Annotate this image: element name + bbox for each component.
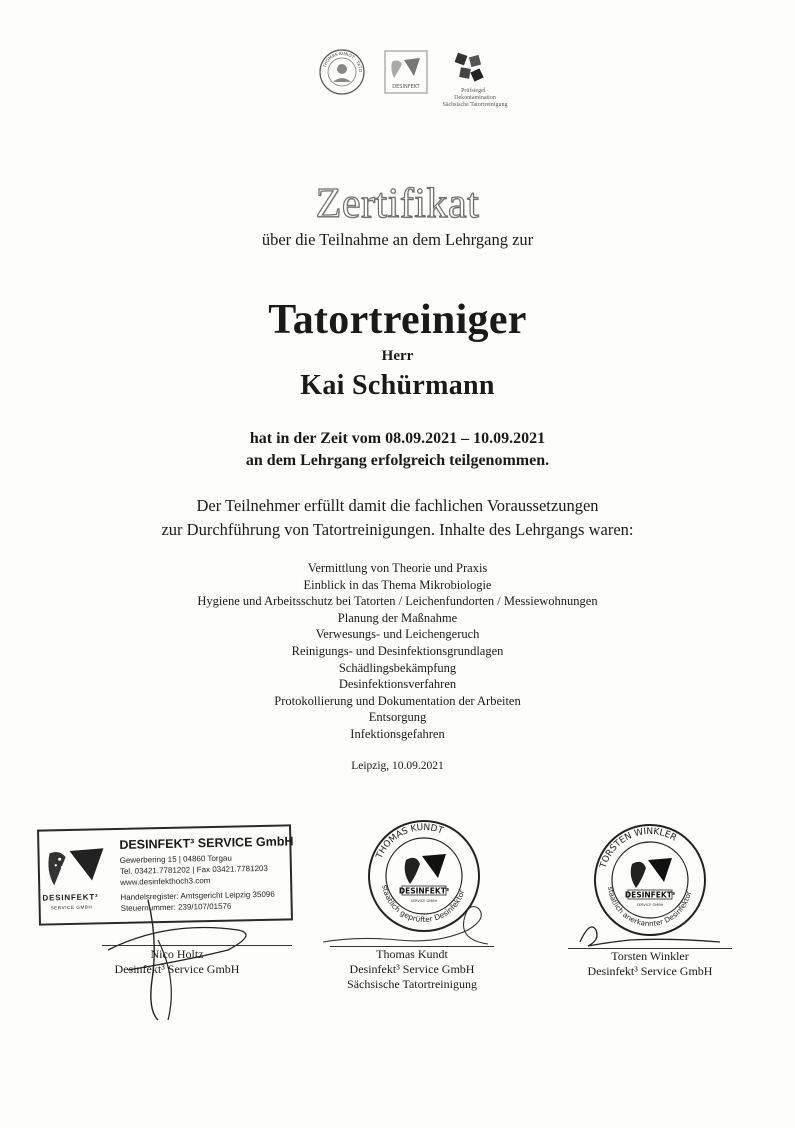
list-item: Protokollierung und Dokumentation der Arbeiten xyxy=(274,693,521,708)
stamp-phone: Tel. 03421.7781202 | Fax 03421.7781203 xyxy=(119,863,268,876)
list-item: Schädlingsbekämpfung xyxy=(338,660,457,675)
svg-text:THOMAS KUNDT · TATORTREINIGER: THOMAS KUNDT · TATO xyxy=(321,50,364,73)
list-item: Einblick in das Thema Mikrobiologie xyxy=(303,577,492,592)
signatory-name: Nico Holtz xyxy=(150,947,204,961)
signature-scribble-2 xyxy=(318,900,508,950)
list-item: Infektionsgefahren xyxy=(350,726,445,741)
signatory-block-1 xyxy=(102,947,252,977)
place-date: Leipzig, 10.09.2021 xyxy=(351,760,444,772)
requirements-line-2: zur Durchführung von Tatortreinigungen. Inhalte des Lehrgangs waren: xyxy=(161,520,634,539)
svg-text:SERVICE GMBH: SERVICE GMBH xyxy=(410,899,438,903)
list-item: Desinfektionsverfahren xyxy=(338,677,457,692)
stamp-web: www.desinfekthoch3.com xyxy=(120,876,211,887)
stamp-register: Handelsregister: Amtsgericht Leipzig 35096 xyxy=(120,889,275,902)
period-line-2: an dem Lehrgang erfolgreich teilgenommen. xyxy=(245,452,550,469)
requirements-line-1: Der Teilnehmer erfüllt damit die fachlichen Voraussetzungen xyxy=(196,496,599,515)
svg-text:staatlich geprüfter Desinfekto: staatlich geprüfter Desinfektor xyxy=(380,884,467,925)
list-item: Hygiene und Arbeitsschutz bei Tatorten / Leichenfundorten / Messiewohnungen xyxy=(197,594,598,609)
list-item: Planung der Maßnahme xyxy=(337,610,458,625)
svg-text:DESINFEKT: DESINFEKT xyxy=(392,84,420,90)
tatortreiniger-seal-logo xyxy=(318,48,366,96)
signatory-company: Desinfekt³ Service GmbH xyxy=(114,962,240,976)
svg-text:TORSTEN WINKLER: TORSTEN WINKLER xyxy=(598,826,678,870)
cubes-logo-caption: Prüfsiegel · Dekontamination Sächsische Tatortreinigung xyxy=(442,88,508,108)
stamp-tax: Steuernummer: 239/107/01576 xyxy=(120,901,232,913)
svg-text:SERVICE GMBH: SERVICE GMBH xyxy=(636,903,664,907)
signatory-block-3 xyxy=(568,949,732,979)
course-name: Tatortreiniger xyxy=(268,297,527,343)
signatory-name: Torsten Winkler xyxy=(611,949,689,963)
course-contents-list xyxy=(0,560,795,743)
list-item: Entsorgung xyxy=(368,710,427,725)
stamp-address: Gewerbering 15 | 04860 Torgau xyxy=(119,853,232,865)
participant-name: Kai Schürmann xyxy=(300,370,495,401)
list-item: Vermittlung von Theorie und Praxis xyxy=(307,561,488,575)
certificate-title: Zertifikat xyxy=(315,181,480,227)
requirements-text xyxy=(0,494,795,542)
svg-text:DESINFEKT³: DESINFEKT³ xyxy=(624,890,676,900)
signatory-company: Desinfekt³ Service GmbH xyxy=(587,964,713,978)
period-line-1: hat in der Zeit vom 08.09.2021 – 10.09.2021 xyxy=(249,430,546,447)
stamp-brand-sub: SERVICE GMBH xyxy=(50,904,93,911)
signatory-company: Desinfekt³ Service GmbH xyxy=(349,962,475,976)
stamp-title: DESINFEKT³ SERVICE GmbH xyxy=(119,834,294,852)
cubes-logo xyxy=(452,50,488,86)
course-period xyxy=(0,428,795,472)
desinfekt-square-logo xyxy=(384,50,428,94)
stamp-brand: DESINFEKT³ xyxy=(42,892,99,903)
list-item: Verwesungs- und Leichengeruch xyxy=(315,627,480,642)
signature-scribble-3 xyxy=(570,912,730,952)
svg-text:THOMAS KUNDT: THOMAS KUNDT xyxy=(374,822,445,861)
svg-text:staatlich anerkannter Desinfek: staatlich anerkannter Desinfektor xyxy=(606,885,694,929)
salutation: Herr xyxy=(381,348,414,364)
signatory-extra: Sächsische Tatortreinigung xyxy=(347,977,477,991)
certificate-subtitle: über die Teilnahme an dem Lehrgang zur xyxy=(261,230,534,249)
list-item: Reinigungs- und Desinfektionsgrundlagen xyxy=(291,643,504,658)
signatory-name: Thomas Kundt xyxy=(376,947,448,961)
svg-text:DESINFEKT³: DESINFEKT³ xyxy=(398,886,450,896)
signature-line-1 xyxy=(102,945,292,946)
signatory-block-2 xyxy=(330,947,494,992)
logo-row xyxy=(318,44,508,114)
